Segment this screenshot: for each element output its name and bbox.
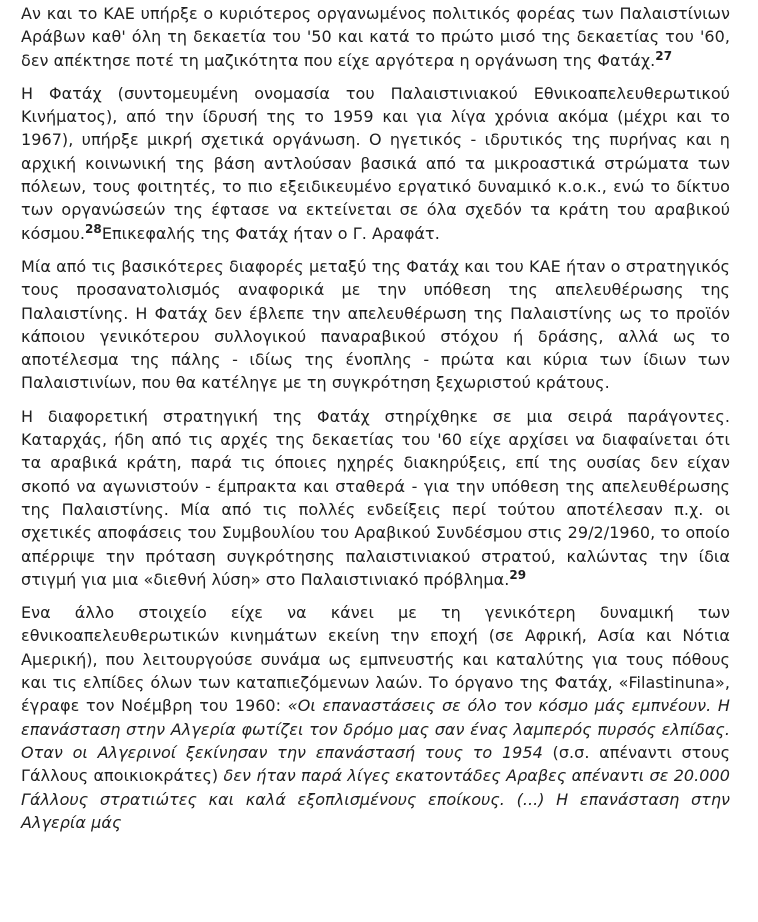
footnote-ref-28[interactable]: 28 xyxy=(85,221,102,236)
paragraph xyxy=(21,255,730,395)
paragraph xyxy=(21,2,730,72)
footnote-ref-27[interactable]: 27 xyxy=(655,48,673,63)
paragraph-text: Μία από τις βασικότερες διαφορές μεταξύ της Φατάχ και του ΚΑΕ ήταν ο στρατηγικός τους προσανατολισμός αναφορικά με την υπόθεση της απελευθέρωσης της Παλαιστίνης. Η Φατάχ δεν έβλεπε την απελευθέρωση της Παλαιστίνης ως το προϊόν κάποιου γενικότερου συλλογικού παναραβικού στόχου ή δράσης, αλλά ως το αποτέλεσμα της πάλης - ιδίως της ένοπλης - πρώτα και κύρια των ίδιων των Παλαιστινίων, που θα κατέληγε με τη συγκρότηση ξεχωριστού κράτους. xyxy=(21,256,730,393)
quote-text: «Οι επαναστάσεις σε όλο τον κόσμο μάς εμπνέουν. Η επανάσταση στην Αλγερία φωτίζει τον δρόμο μας σαν ένας λαμπερός πυρσός ελπίδας. Οταν οι Αλγερινοί ξεκίνησαν την επανάστασή τους το 1954 xyxy=(21,696,730,762)
paragraph-text: Επικεφαλής της Φατάχ ήταν ο Γ. Αραφάτ. xyxy=(101,223,440,243)
paragraph-text: Η διαφορετική στρατηγική της Φατάχ στηρίχθηκε σε μια σειρά παράγοντες. Καταρχάς, ήδη από τις αρχές της δεκαετίας του '60 είχε αρχίσει να διαφαίνεται ότι τα αραβικά κράτη, παρά τις όποιες ηχηρές διακηρύξεις, επί της ουσίας δεν είχαν σκοπό να αγωνιστούν - έμπρακτα και σταθερά - για την υπόθεση της απελευθέρωσης της Παλαιστίνης. Μία από τις πολλές ενδείξεις περί τούτου αποτέλεσαν π.χ. οι σχετικές αποφάσεις του Συμβουλίου του Αραβικού Συνδέσμου στις 29/2/1960, το οποίο απέρριψε την πρόταση συγκρότησης παλαιστινιακού στρατού, καλώντας την ίδια στιγμή για μια «διεθνή λύση» στο Παλαιστινιακό πρόβλημα. xyxy=(21,406,730,589)
paragraph-text: Η Φατάχ (συντομευμένη ονομασία του Παλαιστινιακού Εθνικοαπελευθερωτικού Κινήματος), από την ίδρυσή της το 1959 και για λίγα χρόνια ακόμα (μέχρι και το 1967), υπήρξε μικρή σχετικά οργάνωση. Ο ηγετικός - ιδρυτικός της πυρήνας και η αρχική κοινωνική της βάση αντλούσαν βασικά από τα μικροαστικά στρώματα των πόλεων, τους φοιτητές, το πιο εξειδικευμένο εργατικό δυναμικό κ.ο.κ., ενώ το δίκτυο των οργανώσεών της έφτασε να εκτείνεται σε όλα σχεδόν τα κράτη του αραβικού κόσμου. xyxy=(21,83,730,243)
paragraph-text: (σ.σ. απέναντι στους Γάλλους αποικιοκράτες) xyxy=(21,742,731,786)
paragraph xyxy=(21,405,730,591)
paragraph xyxy=(21,82,730,245)
footnote-ref-29[interactable]: 29 xyxy=(509,567,527,582)
paragraph-text: Αν και το ΚΑΕ υπήρξε ο κυριότερος οργανωμένος πολιτικός φορέας των Παλαιστίνιων Αράβων καθ' όλη τη δεκαετία του '50 και κατά το πρώτο μισό της δεκαετίας του '60, δεν απέκτησε ποτέ τη μαζικότητα που είχε αργότερα η οργάνωση της Φατάχ. xyxy=(21,4,730,70)
paragraph xyxy=(21,601,730,834)
paragraph-text: Ενα άλλο στοιχείο είχε να κάνει με τη γενικότερη δυναμική των εθνικοαπελευθερωτικών κινημάτων εκείνη την εποχή (σε Αφρική, Ασία και Νότια Αμερική), που λειτουργούσε συνάμα ως εμπνευστής και καταλύτης για τους πόθους και τις ελπίδες όλων των καταπιεζόμενων λαών. Το όργανο της Φατάχ, «Filastinuna», έγραφε τον Νοέμβρη του 1960: xyxy=(21,603,730,716)
quote-text: δεν ήταν παρά λίγες εκατοντάδες Αραβες απέναντι σε 20.000 Γάλλους στρατιώτες και καλά εξοπλισμένους εποίκους. (...) Η επανάσταση στην Αλγερία μάς xyxy=(21,766,730,832)
